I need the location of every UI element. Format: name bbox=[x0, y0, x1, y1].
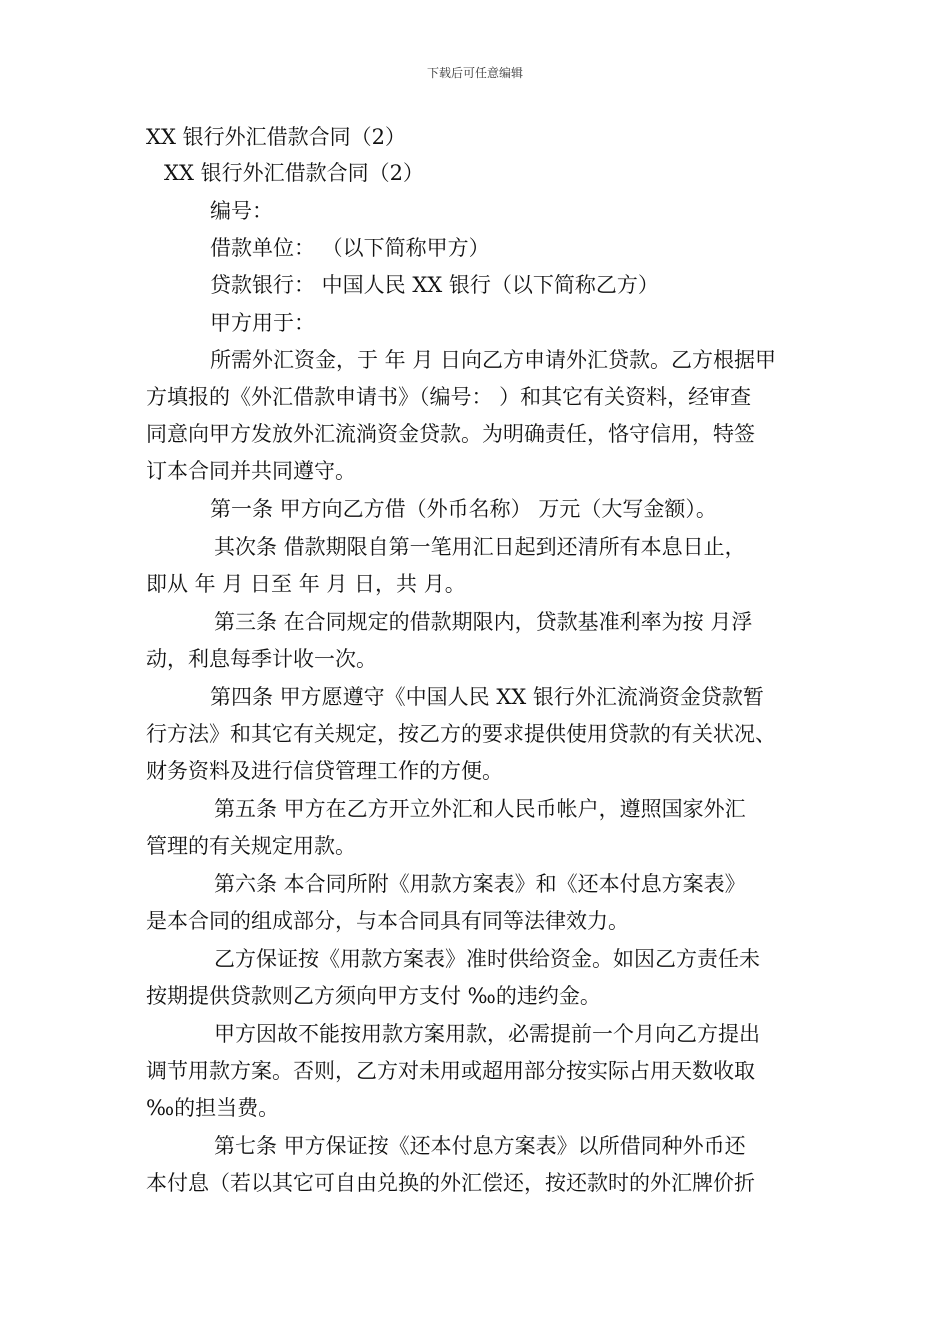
article-4: 第四条 甲方愿遵守《中国人民 XX 银行外汇流淌资金贷款暂 bbox=[210, 685, 764, 709]
article-1: 第一条 甲方向乙方借（外币名称） 万元（大写金额）。 bbox=[210, 497, 717, 521]
paragraph-line: 方填报的《外汇借款申请书》（编号： ）和其它有关资料，经审查 bbox=[146, 385, 752, 409]
paragraph-line: ‰的担当费。 bbox=[146, 1096, 280, 1120]
field-borrower: 借款单位： （以下简称甲方） bbox=[210, 236, 490, 260]
article-2: 其次条 借款期限自第一笔用汇日起到还清所有本息日止， bbox=[214, 535, 746, 559]
page-header: 下载后可任意编辑 bbox=[426, 66, 523, 80]
paragraph-line: 同意向甲方发放外汇流淌资金贷款。为明确责任，恪守信用，特签 bbox=[146, 422, 755, 446]
paragraph-line: 动，利息每季计收一次。 bbox=[146, 647, 377, 671]
paragraph-line: 财务资料及进行信贷管理工作的方便。 bbox=[146, 759, 503, 783]
doc-subtitle: XX 银行外汇借款合同（2） bbox=[164, 161, 424, 185]
article-6: 第六条 本合同所附《用款方案表》和《还本付息方案表》 bbox=[214, 872, 746, 896]
paragraph-line: 乙方保证按《用款方案表》准时供给资金。如因乙方责任未 bbox=[214, 947, 760, 971]
field-lender: 贷款银行： 中国人民 XX 银行（以下简称乙方） bbox=[210, 273, 659, 297]
paragraph-line: 调节用款方案。否则，乙方对未用或超用部分按实际占用天数收取 bbox=[146, 1059, 755, 1083]
field-purpose: 甲方用于： bbox=[210, 311, 315, 335]
paragraph-line: 是本合同的组成部分，与本合同具有同等法律效力。 bbox=[146, 909, 629, 933]
paragraph-line: 本付息（若以其它可自由兑换的外汇偿还，按还款时的外汇牌价折 bbox=[146, 1171, 755, 1195]
paragraph-line: 所需外汇资金，于 年 月 日向乙方申请外汇贷款。乙方根据甲 bbox=[210, 348, 777, 372]
paragraph-line: 订本合同并共同遵守。 bbox=[146, 459, 356, 483]
doc-title: XX 银行外汇借款合同（2） bbox=[146, 125, 406, 149]
paragraph-line: 管理的有关规定用款。 bbox=[146, 834, 356, 858]
paragraph-line: 行方法》和其它有关规定，按乙方的要求提供使用贷款的有关状况、 bbox=[146, 722, 776, 746]
field-number: 编号： bbox=[210, 199, 273, 223]
article-5: 第五条 甲方在乙方开立外汇和人民币帐户，遵照国家外汇 bbox=[214, 797, 746, 821]
article-3: 第三条 在合同规定的借款期限内，贷款基准利率为按 月浮 bbox=[214, 610, 753, 634]
paragraph-line: 即从 年 月 日至 年 月 日，共 月。 bbox=[146, 572, 466, 596]
paragraph-line: 甲方因故不能按用款方案用款，必需提前一个月向乙方提出 bbox=[214, 1022, 760, 1046]
article-7: 第七条 甲方保证按《还本付息方案表》以所借同种外币还 bbox=[214, 1134, 746, 1158]
paragraph-line: 按期提供贷款则乙方须向甲方支付 ‰的违约金。 bbox=[146, 984, 601, 1008]
